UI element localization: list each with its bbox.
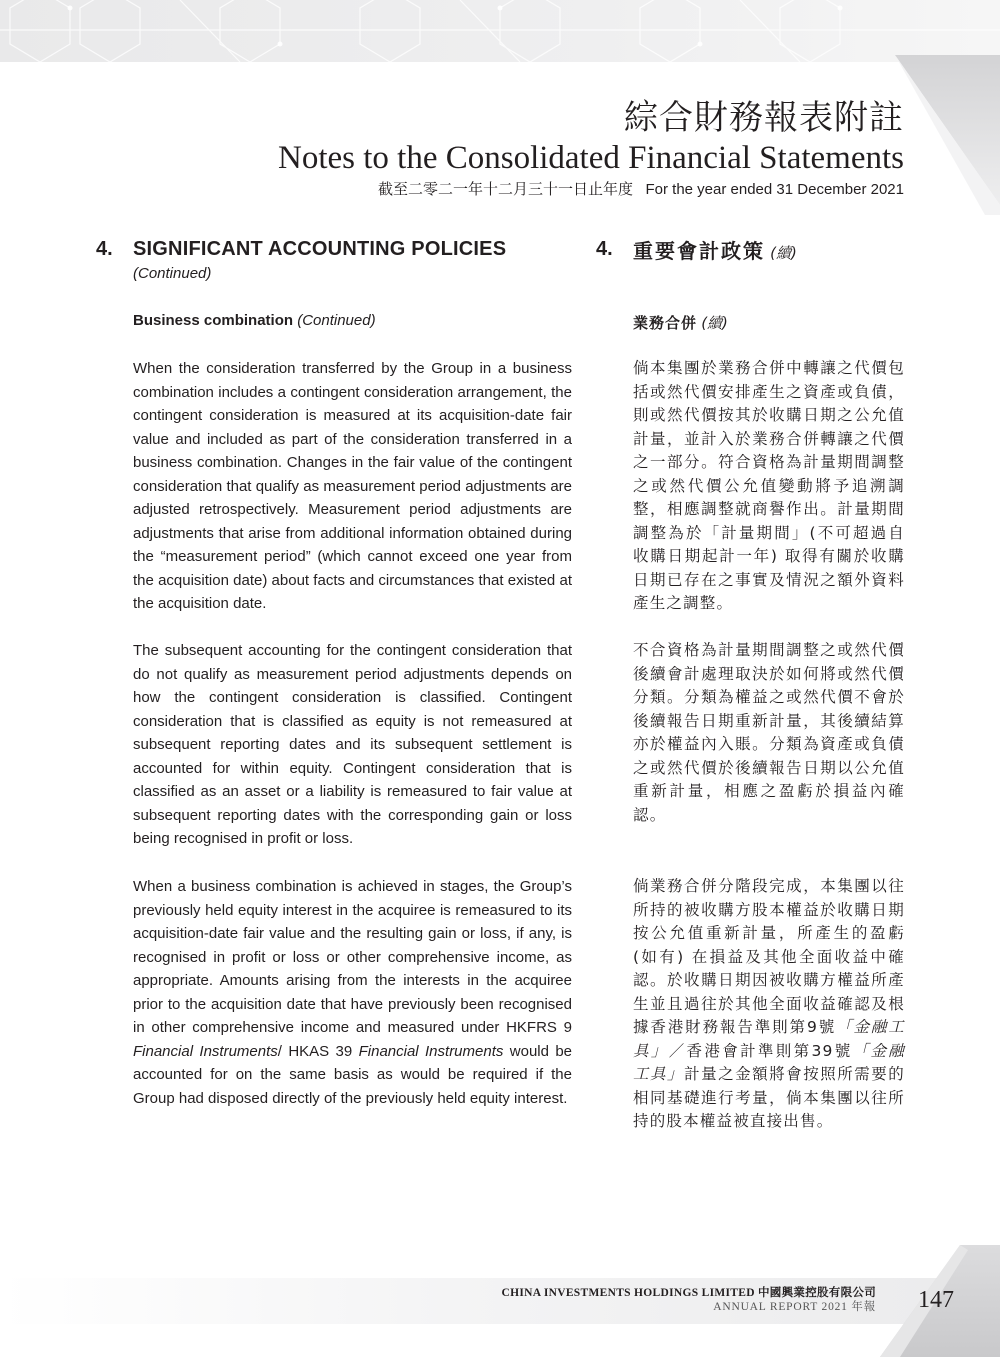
subheading-en <box>133 312 376 329</box>
subheading-continued-zh: (續) <box>701 314 728 332</box>
paragraph-en-3-text: would be accounted for on the same basis as would be required if the Group had disposed directly of the previously held equity interest. <box>133 1042 573 1107</box>
paragraph-en-3-text: / HKAS 39 <box>277 1042 359 1060</box>
subheading-title-zh: 業務合併 <box>633 314 698 332</box>
paragraph-zh-3-italic: 「金融工具」 <box>633 1041 905 1084</box>
section-title-zh: 重要會計政策 <box>633 239 765 263</box>
paragraph-en-1: When the consideration transferred by the Group in a business combination includes a contingent consideration arrangement, the contingent consideration is measured at its acquisition-date fair value and included as part of the consideration transferred in a business combination. Changes in the fair value of the contingent consideration that qualify as measurement period adjustments are adjusted retrospectively. Measurement period adjustments are adjustments that arise from additional information obtained during the “measurement period” (which cannot exceed one year from the acquisition date) about facts and circumstances that existed at the acquisition date. <box>133 360 572 613</box>
paragraph-zh-3-text: 倘業務合併分階段完成，本集團以往所持的被收購方股本權益於收購日期按公允值重新計量，所產生的盈虧 (如有) 在損益及其他全面收益中確認。於收購日期因被收購方權益所產生並且過往於其他全面收益確認及根據香港財務報告準則第9號 <box>633 877 905 1037</box>
section-continued-en: (Continued) <box>133 265 212 282</box>
paragraph-zh-3-italic: 「金融工具」 <box>633 1018 905 1060</box>
section-title-en: SIGNIFICANT ACCOUNTING POLICIES <box>133 238 507 260</box>
subtitle-chinese: 截至二零二一年十二月三十一日止年度 <box>377 181 633 198</box>
paragraph-en-3 <box>133 875 572 1110</box>
section-continued-zh: (續) <box>770 244 797 262</box>
paragraph-en-3-text: When a business combination is achieved in stages, the Group’s previously held equity interest in the acquiree is remeasured to its acquisition-date fair value and the resulting gain or loss, if any, is recognised in profit or loss or other comprehensive income, as appropriate. Amounts arising from the interests in the acquiree prior to the acquisition date that have previously been recognised in other comprehensive income and measured under HKFRS 9 <box>133 878 572 1037</box>
footer-company-name: CHINA INVESTMENTS HOLDINGS LIMITED 中國興業控股有限公司 <box>501 1287 876 1299</box>
subtitle-english: For the year ended 31 December 2021 <box>645 181 904 198</box>
paragraph-zh-2: 不合資格為計量期間調整之或然代價後續會計處理取決於如何將或然代價分類。分類為權益之或然代價不會於後續報告日期重新計量，其後續結算亦於權益內入賬。分類為資產或負債之或然代價於後續報告日期以公允值重新計量，相應之盈虧於損益內確認。 <box>633 641 905 824</box>
title-chinese: 綜合財務報表附註 <box>624 98 904 138</box>
page-number: 147 <box>918 1287 954 1313</box>
subheading-zh <box>633 312 728 333</box>
paragraph-zh-3-text: ／香港會計準則第39號 <box>668 1041 853 1060</box>
footer-report-label: ANNUAL REPORT 2021 年報 <box>713 1301 876 1313</box>
section-number-zh: 4. <box>596 238 613 260</box>
paragraph-en-3-italic: Financial Instruments <box>358 1042 504 1060</box>
title-english: Notes to the Consolidated Financial Statements <box>278 140 904 176</box>
subheading-title-en: Business combination <box>133 312 294 329</box>
paragraph-en-3-italic: Financial Instruments <box>133 1042 278 1060</box>
subheading-continued-en: (Continued) <box>297 312 376 329</box>
page-header <box>278 98 904 201</box>
subtitle <box>278 179 904 201</box>
paragraph-zh-3 <box>633 875 905 1134</box>
paragraph-en-2: The subsequent accounting for the contingent consideration that do not qualify as measurement period adjustments depends on how the contingent consideration is classified. Contingent consideration that is classified as equity is not remeasured at subsequent reporting dates and its subsequent settlement is accounted for within equity. Contingent consideration that is classified as an asset or a liability is remeasured to fair value at subsequent reporting dates with the corresponding gain or loss being recognised in profit or loss. <box>133 642 572 848</box>
paragraph-zh-1: 倘本集團於業務合併中轉讓之代價包括或然代價安排產生之資產或負債，則或然代價按其於收購日期之公允值計量，並計入於業務合併轉讓之代價之一部分。符合資格為計量期間調整之或然代價公允值變動將予追溯調整，相應調整就商譽作出。計量期間調整為於「計量期間」(不可超過自收購日期起計一年) 取得有關於收購日期已存在之事實及情況之額外資料產生之調整。 <box>633 359 905 613</box>
paragraph-zh-3-text: 計量之金額將會按照所需要的相同基礎進行考量，倘本集團以往所持的股本權益被直接出售。 <box>633 1065 905 1131</box>
section-number-en: 4. <box>96 238 113 260</box>
section-title-zh-group <box>633 235 797 264</box>
